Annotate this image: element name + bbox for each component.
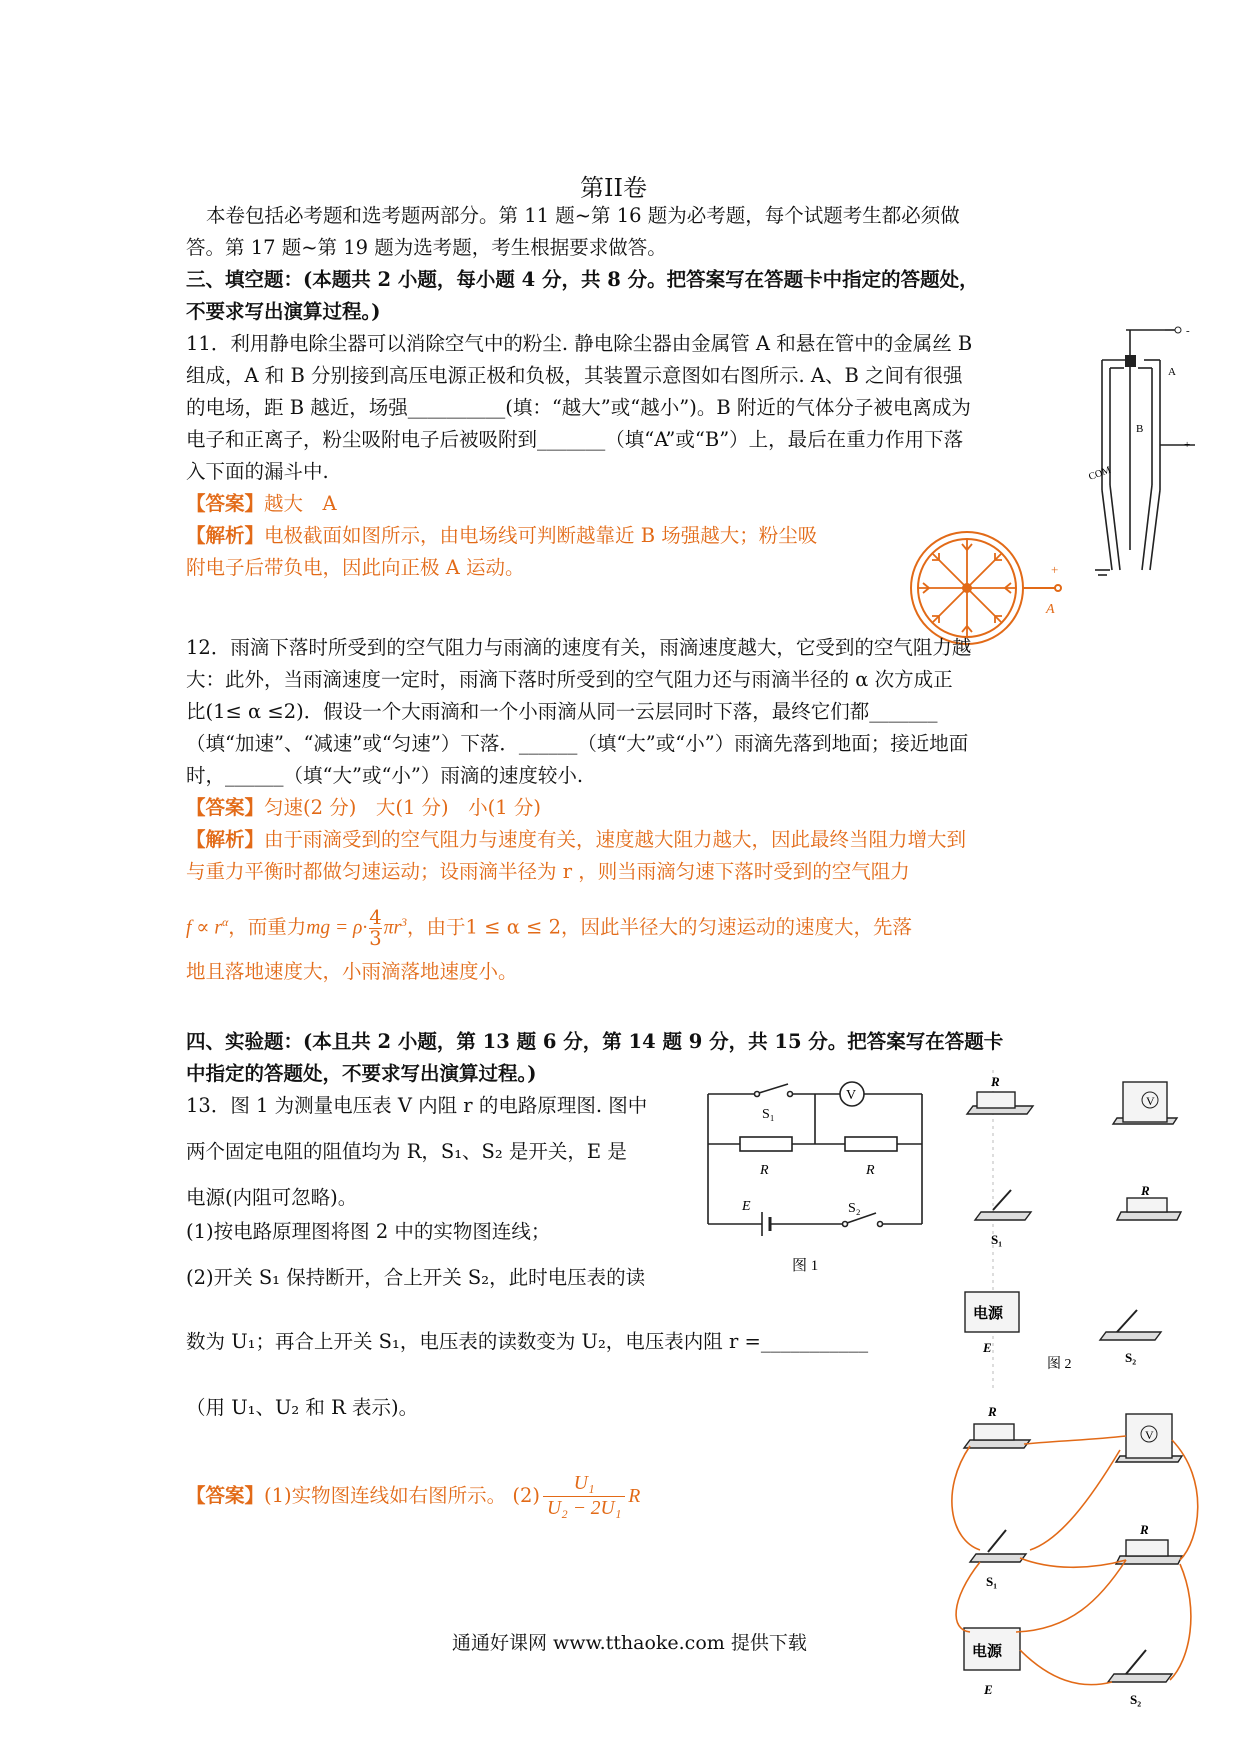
wired-power-label: 电源	[972, 1644, 1003, 1660]
q12-line-3: 比(1≤ α ≤2)．假设一个大雨滴和一个小雨滴从同一云层同时下落，最终它们都_______	[186, 700, 938, 723]
formula-r-exp: 3	[401, 915, 408, 929]
section4-heading-2: 中指定的答题处，不要求写出演算过程。)	[186, 1062, 537, 1085]
formula-text-2: ，由于1 ≤ α ≤ 2，因此半径大的匀速运动的速度大，先落	[407, 915, 913, 939]
q11-analysis-2: 附电子后带负电，因此向正极 A 运动。	[186, 556, 525, 579]
intro-line-1: 本卷包括必考题和选考题两部分。第 11 题~第 16 题为必考题，每个试题考生都必须做	[206, 204, 960, 227]
fig2-v-label: V	[1146, 1094, 1155, 1108]
q13-answer	[186, 1472, 640, 1521]
fraction-answer	[543, 1472, 625, 1521]
analysis-text: 由于雨滴受到的空气阻力与速度有关，速度越大阻力越大，因此最终当阻力增大到	[264, 828, 967, 851]
q12-answer	[186, 792, 541, 824]
q13-line-5: (2)开关 S₁ 保持断开，合上开关 S₂，此时电压表的读	[186, 1266, 646, 1289]
r1-label: R	[760, 1163, 769, 1178]
fig2-r-label-1: R	[991, 1074, 1000, 1089]
intro-line-2: 答。第 17 题~第 19 题为选考题，考生根据要求做答。	[186, 236, 667, 259]
fig-label-com: COM	[1087, 464, 1113, 483]
q12-analysis-3	[186, 906, 912, 949]
fig2-r-label-2: R	[1141, 1183, 1150, 1198]
q12-line-5: 时，______（填“大”或“小”）雨滴的速度较小.	[186, 764, 584, 787]
figure-1-caption: 图 1	[792, 1258, 819, 1274]
formula-pi-r: πr	[383, 917, 402, 939]
figure-2-caption: 图 2	[1047, 1357, 1072, 1372]
fig2-s2-label: S₂	[1125, 1350, 1137, 1365]
q11-answer	[186, 488, 337, 520]
fig2-s1-label: S₁	[991, 1232, 1003, 1247]
wired-r-label-1: R	[988, 1404, 997, 1419]
q11-line-5: 入下面的漏斗中.	[186, 460, 329, 483]
fig-label-a: A	[1168, 366, 1176, 378]
q13-line-2: 两个固定电阻的阻值均为 R，S₁、S₂ 是开关，E 是	[186, 1140, 627, 1163]
wired-s2-label: S₂	[1130, 1692, 1142, 1707]
answer-text: 越大 A	[264, 492, 337, 515]
q12-analysis-1	[186, 824, 966, 856]
q13-line-3: 电源(内阻可忽略)。	[186, 1186, 358, 1209]
fraction-num: 4	[369, 905, 382, 929]
formula-text-1: ，而重力	[228, 915, 307, 939]
fraction-4-3	[369, 905, 382, 950]
r2-label: R	[866, 1163, 875, 1178]
q12-line-1: 12．雨滴下落时所受到的空气阻力与雨滴的速度有关，雨滴速度越大，它受到的空气阻力越	[186, 636, 972, 659]
page-title: 第II卷	[580, 174, 647, 202]
fig-label-plus: +	[1184, 439, 1191, 451]
electrostatic-precipitator-figure	[1087, 320, 1200, 585]
circuit-diagram-figure-1	[700, 1080, 940, 1280]
q11-analysis-1	[186, 520, 817, 552]
wired-v-label: V	[1145, 1428, 1154, 1442]
wired-r-label-2: R	[1140, 1522, 1149, 1537]
page-footer: 通通好课网 www.tthaoke.com 提供下载	[452, 1632, 807, 1654]
fraction-den: U₂ − 2U₁	[546, 1498, 622, 1519]
q13-line-7: （用 U₁、U₂ 和 R 表示)。	[186, 1396, 419, 1419]
e-label: E	[742, 1199, 751, 1214]
fraction-den: 3	[369, 926, 382, 950]
q11-line-2: 组成，A 和 B 分别接到高压电源正极和负极，其装置示意图如右图所示. A、B 之间有很强	[186, 364, 963, 387]
formula-drag: f ∝ r	[186, 917, 222, 939]
answer-tag: 【答案】	[186, 796, 265, 819]
answer-r: R	[628, 1486, 641, 1507]
section4-heading-1: 四、实验题：(本且共 2 小题，第 13 题 6 分，第 14 题 9 分，共 15 分。把答案写在答题卡	[186, 1030, 1004, 1053]
answer-tag: 【答案】	[186, 1484, 265, 1507]
fig-label-plus-orange: +	[1051, 562, 1059, 577]
fig-label-a-orange: A	[1046, 602, 1055, 617]
analysis-tag: 【解析】	[186, 524, 265, 547]
section3-heading-2: 不要求写出演算过程。)	[186, 300, 381, 323]
q11-line-1: 11．利用静电除尘器可以消除空气中的粉尘. 静电除尘器由金属管 A 和悬在管中的金属丝 B	[186, 332, 973, 355]
fig-label-minus: -	[1186, 325, 1190, 337]
fraction-num: U₁	[543, 1472, 625, 1497]
wired-s1-label: S₁	[986, 1574, 998, 1589]
q12-analysis-4: 地且落地速度大，小雨滴落地速度小。	[186, 960, 518, 983]
s2-label: S₂	[848, 1201, 861, 1216]
q11-line-3: 的电场，距 B 越近，场强__________(填：“越大”或“越小”)。B 附近的气体分子被电离成为	[186, 396, 971, 419]
q13-line-4: (1)按电路原理图将图 2 中的实物图连线；	[186, 1220, 551, 1243]
wired-apparatus-figure	[940, 1400, 1210, 1720]
analysis-tag: 【解析】	[186, 828, 265, 851]
apparatus-figure-2	[955, 1070, 1205, 1390]
wired-e-label: E	[984, 1682, 993, 1697]
analysis-text: 电极截面如图所示，由电场线可判断越靠近 B 场强越大；粉尘吸	[264, 524, 818, 547]
q12-line-2: 大：此外，当雨滴速度一定时，雨滴下落时所受到的空气阻力还与雨滴半径的 α 次方成正	[186, 668, 953, 691]
answer-text: 匀速(2 分) 大(1 分) 小(1 分)	[264, 796, 541, 819]
q13-line-6: 数为 U₁；再合上开关 S₁，电压表的读数变为 U₂，电压表内阻 r =___________	[186, 1330, 869, 1353]
fig2-power-label: 电源	[973, 1306, 1004, 1322]
q12-analysis-2: 与重力平衡时都做匀速运动；设雨滴半径为 r ，则当雨滴匀速下落时受到的空气阻力	[186, 860, 910, 883]
formula-gravity: mg = ρ·	[306, 917, 368, 939]
answer-tag: 【答案】	[186, 492, 265, 515]
q13-line-1: 13．图 1 为测量电压表 V 内阻 r 的电路原理图. 图中	[186, 1094, 648, 1117]
fig2-e-label: E	[983, 1340, 992, 1355]
fig-label-b: B	[1136, 423, 1144, 435]
voltmeter-label: V	[846, 1088, 857, 1103]
s1-label: S₁	[762, 1107, 775, 1122]
q11-line-4: 电子和正离子，粉尘吸附电子后被吸附到_______（填“A”或“B”）上，最后在重力作用下落	[186, 428, 964, 451]
formula-alpha-exp: α	[221, 915, 229, 929]
answer-text: (1)实物图连线如右图所示。 (2)	[264, 1484, 540, 1507]
q12-line-4: （填“加速”、“减速”或“匀速”）下落．______（填“大”或“小”）雨滴先落到地面；接近地面	[186, 732, 969, 755]
section3-heading-1: 三、填空题：(本题共 2 小题，每小题 4 分，共 8 分。把答案写在答题卡中指定的答题处，	[186, 268, 979, 291]
